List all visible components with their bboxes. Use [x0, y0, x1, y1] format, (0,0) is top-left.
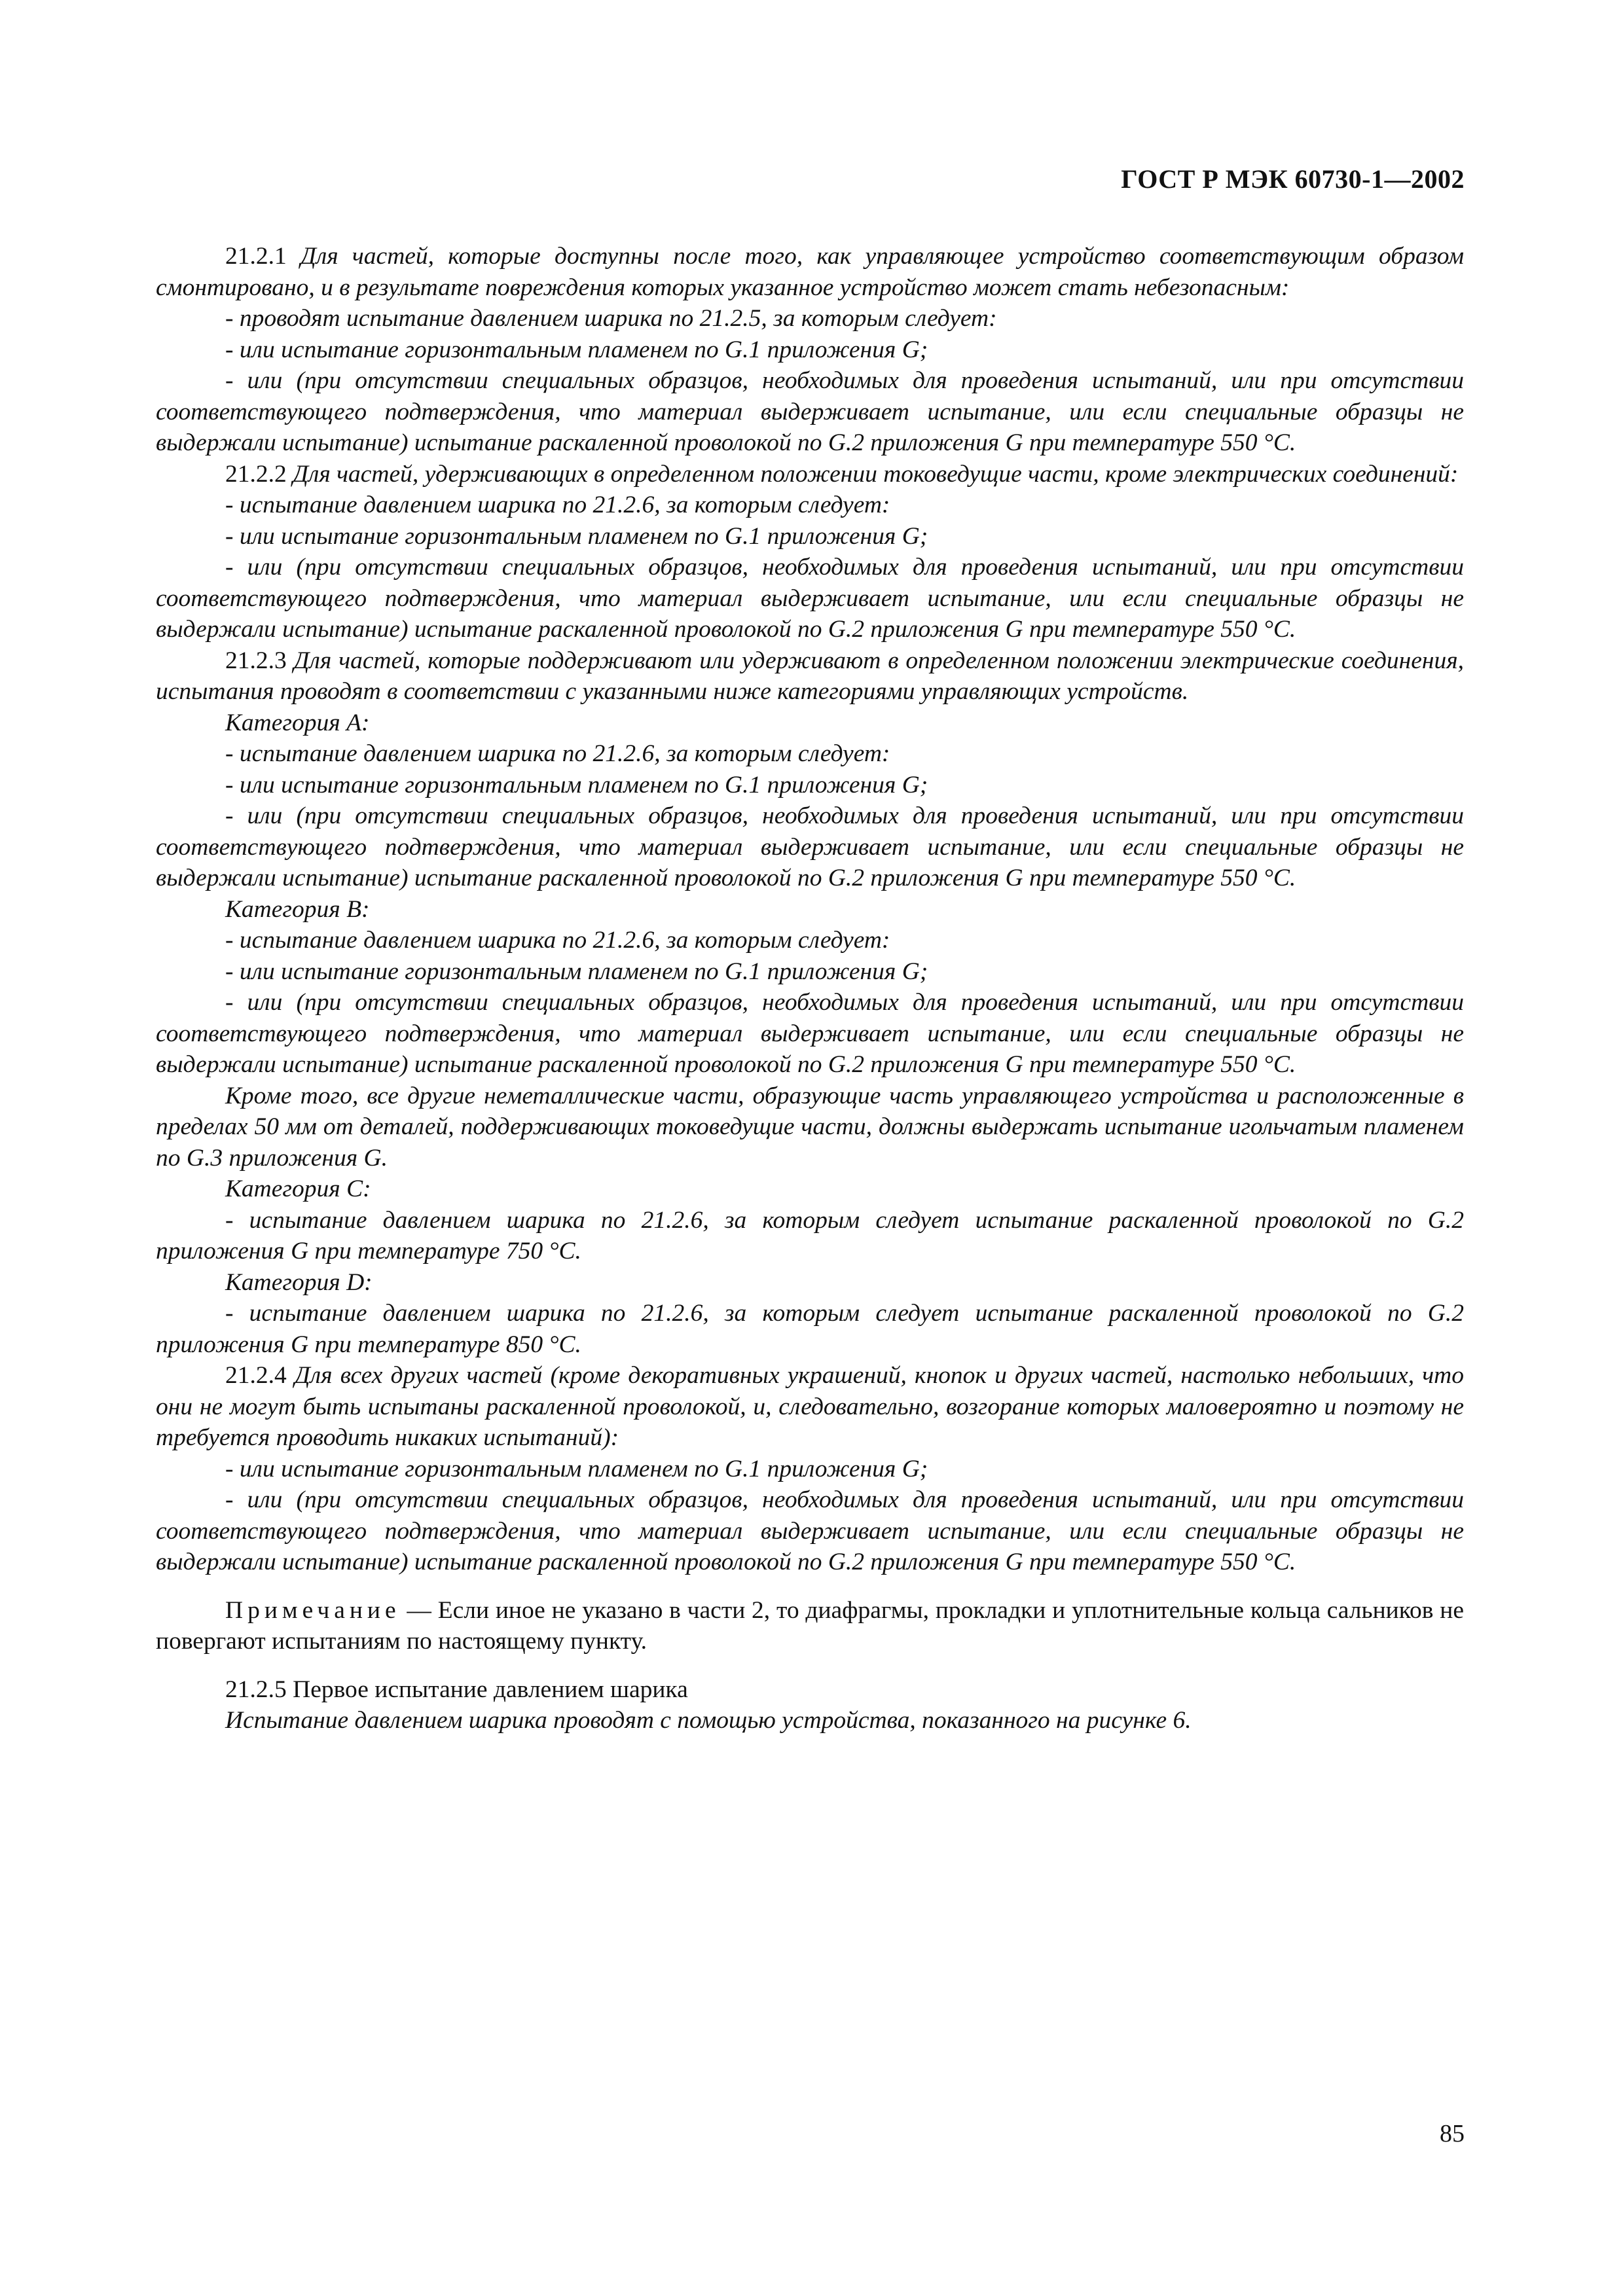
paragraph-text: - испытание давлением шарика по 21.2.6, за которым следует:	[225, 927, 890, 954]
document-paragraph	[156, 1298, 1464, 1360]
clause-21-2-paragraphs	[156, 241, 1464, 1578]
paragraph-text: Кроме того, все другие неметаллические части, образующие часть управляющего устройства и расположенные в пределах 50 мм от деталей, поддерживающих токоведущие части, должны выдержать испытание игольчатым пламенем по G.3 приложения G.	[156, 1082, 1464, 1172]
document-paragraph	[156, 1484, 1464, 1578]
document-paragraph	[156, 987, 1464, 1081]
document-paragraph	[156, 334, 1464, 366]
document-paragraph	[156, 552, 1464, 645]
paragraph-text: - или (при отсутствии специальных образцов, необходимых для проведения испытаний, или при отсутствии соответствующего подтверждения, что материал выдерживает испытание, или если специальные образцы не выдержали испытание) испытание раскаленной проволокой по G.2 приложения G при температуре 550 °C.	[156, 1486, 1464, 1575]
paragraph-text: - испытание давлением шарика по 21.2.6, за которым следует испытание раскаленной проволокой по G.2 приложения G при температуре 850 °C.	[156, 1300, 1464, 1358]
document-paragraph	[156, 241, 1464, 303]
paragraph-text: - или испытание горизонтальным пламенем по G.1 приложения G;	[225, 771, 928, 798]
clause-number: 21.2.1	[225, 243, 301, 270]
paragraph-text: - или (при отсутствии специальных образцов, необходимых для проведения испытаний, или при отсутствии соответствующего подтверждения, что материал выдерживает испытание, или если специальные образцы не выдержали испытание) испытание раскаленной проволокой по G.2 приложения G при температуре 550 °C.	[156, 367, 1464, 456]
paragraph-text: Категория С:	[225, 1175, 371, 1202]
clause-number: 21.2.4	[225, 1362, 295, 1389]
document-paragraph	[156, 365, 1464, 459]
paragraph-text: Категория D:	[225, 1268, 373, 1296]
document-paragraph	[156, 738, 1464, 770]
document-paragraph	[156, 1360, 1464, 1454]
document-paragraph	[156, 459, 1464, 490]
paragraph-text: - испытание давлением шарика по 21.2.6, за которым следует:	[225, 492, 890, 518]
paragraph-text: - или испытание горизонтальным пламенем по G.1 приложения G;	[225, 958, 928, 985]
paragraph-text: - или испытание горизонтальным пламенем по G.1 приложения G;	[225, 336, 928, 363]
document-paragraph	[156, 1081, 1464, 1174]
paragraph-text: - проводят испытание давлением шарика по 21.2.5, за которым следует:	[225, 305, 997, 332]
paragraph-text: Категория В:	[225, 895, 370, 923]
document-paragraph	[156, 925, 1464, 956]
document-paragraph	[156, 1205, 1464, 1267]
section-21-2-5-text: Испытание давлением шарика проводят с помощью устройства, показанного на рисунке 6.	[225, 1707, 1192, 1734]
clause-number: 21.2.2	[225, 460, 293, 488]
note-lead: Примечание	[225, 1596, 401, 1624]
paragraph-text: - испытание давлением шарика по 21.2.6, за которым следует:	[225, 740, 890, 767]
paragraph-text: Для частей, которые поддерживают или удерживают в определенном положении электрические соединения, испытания проводят в соответствии с указанными ниже категориями управляющих устройств.	[156, 647, 1465, 705]
paragraph-text: Для частей, которые доступны после того, как управляющее устройство соответствующим образом смонтировано, и в результате повреждения которых указанное устройство может стать небезопасным:	[156, 243, 1465, 301]
paragraph-text: - или (при отсутствии специальных образцов, необходимых для проведения испытаний, или при отсутствии соответствующего подтверждения, что материал выдерживает испытание, или если специальные образцы не выдержали испытание) испытание раскаленной проволокой по G.2 приложения G при температуре 550 °C.	[156, 989, 1464, 1078]
document-paragraph	[156, 800, 1464, 894]
document-paragraph	[156, 1454, 1464, 1485]
clause-number: 21.2.3	[225, 647, 294, 674]
document-paragraph	[156, 956, 1464, 988]
paragraph-text: - испытание давлением шарика по 21.2.6, за которым следует испытание раскаленной проволокой по G.2 приложения G при температуре 750 °C.	[156, 1206, 1464, 1265]
document-paragraph	[156, 645, 1464, 708]
document-paragraph	[156, 894, 1464, 925]
document-header: ГОСТ Р МЭК 60730-1—2002	[1121, 164, 1465, 194]
document-paragraph	[156, 708, 1464, 739]
document-paragraph	[156, 770, 1464, 801]
paragraph-text: - или (при отсутствии специальных образцов, необходимых для проведения испытаний, или при отсутствии соответствующего подтверждения, что материал выдерживает испытание, или если специальные образцы не выдержали испытание) испытание раскаленной проволокой по G.2 приложения G при температуре 550 °C.	[156, 554, 1464, 643]
document-paragraph	[156, 521, 1464, 552]
paragraph-text: - или (при отсутствии специальных образцов, необходимых для проведения испытаний, или при отсутствии соответствующего подтверждения, что материал выдерживает испытание, или если специальные образцы не выдержали испытание) испытание раскаленной проволокой по G.2 приложения G при температуре 550 °C.	[156, 802, 1464, 891]
note-text: — Если иное не указано в части 2, то диафрагмы, прокладки и уплотнительные кольца сальников не повергают испытаниям по настоящему пункту.	[156, 1596, 1464, 1655]
paragraph-text: - или испытание горизонтальным пламенем по G.1 приложения G;	[225, 522, 928, 550]
section-21-2-5-heading: 21.2.5 Первое испытание давлением шарика	[225, 1676, 688, 1703]
paragraph-text: Категория А:	[225, 709, 370, 736]
paragraph-text: Для частей, удерживающих в определенном положении токоведущие части, кроме электрических соединений:	[293, 460, 1459, 488]
document-paragraph	[156, 303, 1464, 334]
note-paragraph	[156, 1595, 1464, 1657]
page-number: 85	[1440, 2120, 1465, 2147]
document-paragraph	[156, 1267, 1464, 1299]
paragraph-text: - или испытание горизонтальным пламенем по G.1 приложения G;	[225, 1455, 928, 1482]
paragraph-text: Для всех других частей (кроме декоративных украшений, кнопок и других частей, настолько небольших, что они не могут быть испытаны раскаленной проволокой, и, следовательно, возгорание которых маловероятно и поэтому не требуется проводить никаких испытаний):	[156, 1362, 1465, 1451]
document-paragraph	[156, 490, 1464, 521]
document-paragraph	[156, 1174, 1464, 1205]
document-body	[156, 241, 1464, 1736]
